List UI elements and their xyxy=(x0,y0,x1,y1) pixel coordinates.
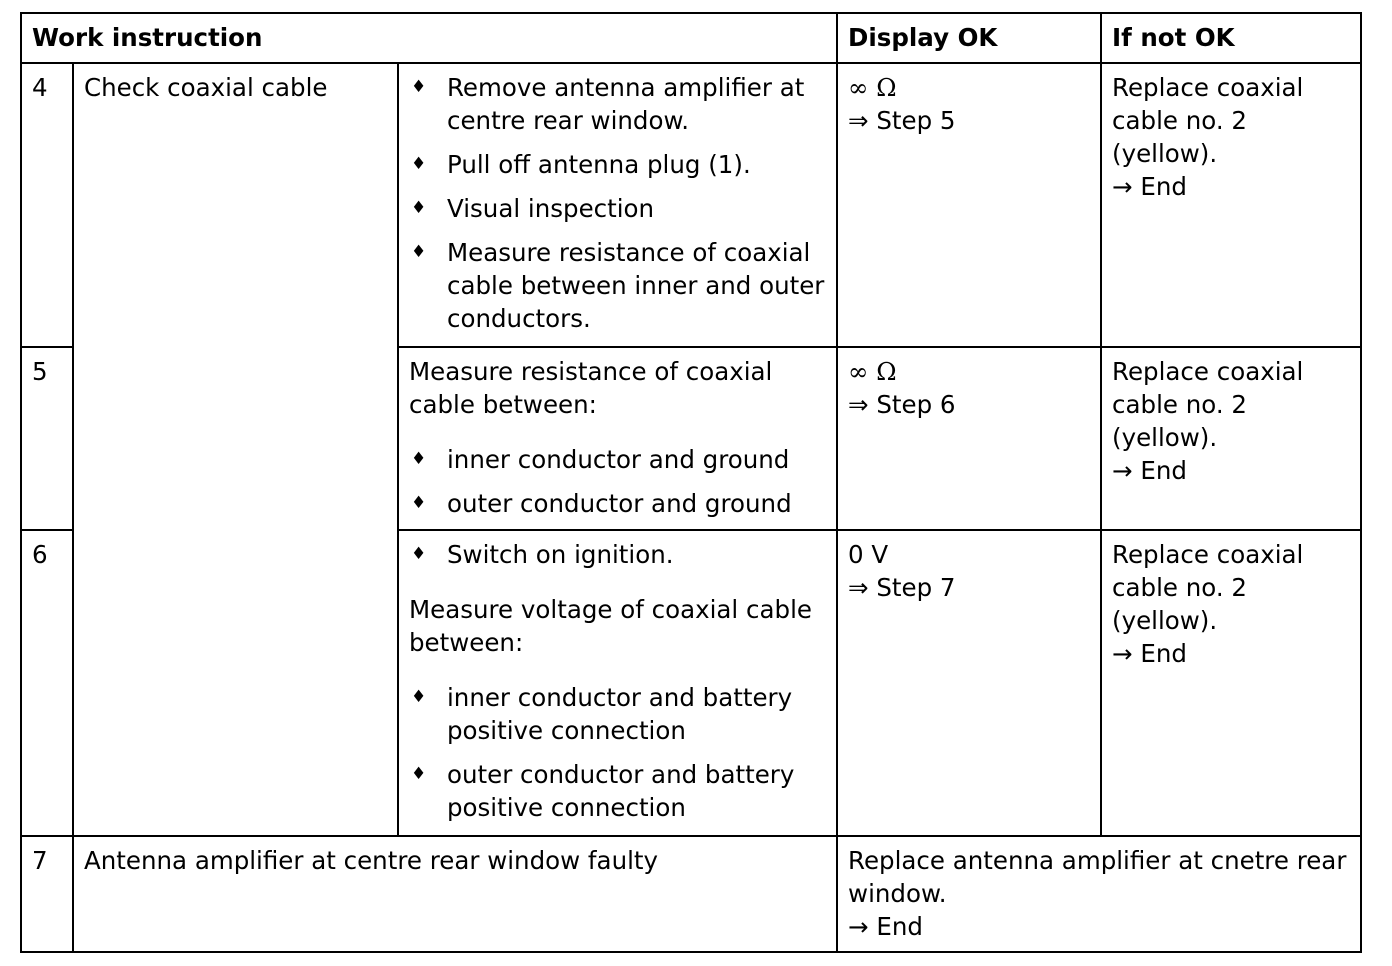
step-instructions xyxy=(398,347,837,530)
display-ok-value: 0 V xyxy=(848,540,889,569)
bullet-diamond-icon: ♦ xyxy=(411,764,427,784)
list-item xyxy=(409,758,826,824)
step-row-4 xyxy=(21,63,1361,347)
work-instruction-table xyxy=(20,12,1362,953)
if-not-ok-line: Replace coaxial xyxy=(1112,357,1304,386)
if-not-ok-line: cable no. 2 (yellow). xyxy=(1112,390,1247,452)
display-ok-value: ∞ Ω xyxy=(848,73,897,102)
bullet-diamond-icon: ♦ xyxy=(411,198,427,218)
step-number: 4 xyxy=(21,63,73,347)
list-item-text: Pull off antenna plug (1). xyxy=(447,150,751,179)
list-item-text: inner conductor and ground xyxy=(447,445,790,474)
list-item-text: Switch on ignition. xyxy=(447,540,674,569)
if-not-ok-line: → End xyxy=(1112,172,1187,201)
list-item-text: inner conductor and battery positive connection xyxy=(447,683,793,745)
if-not-ok-line: Replace coaxial xyxy=(1112,540,1304,569)
list-item xyxy=(409,148,826,181)
bullet-diamond-icon: ♦ xyxy=(411,687,427,707)
if-not-ok-cell xyxy=(1101,530,1361,836)
display-ok-next: ⇒ Step 6 xyxy=(848,390,956,419)
display-ok-next: ⇒ Step 7 xyxy=(848,573,956,602)
step-number: 6 xyxy=(21,530,73,836)
display-ok-cell xyxy=(837,63,1101,347)
list-item xyxy=(409,192,826,225)
if-not-ok-cell xyxy=(1101,347,1361,530)
step-number: 5 xyxy=(21,347,73,530)
list-item xyxy=(409,487,826,520)
instruction-intro: Measure resistance of coaxial cable between: xyxy=(409,357,773,419)
step-instructions xyxy=(398,63,837,347)
if-not-ok-line: → End xyxy=(1112,639,1187,668)
list-item xyxy=(409,443,826,476)
list-item-text: Visual inspection xyxy=(447,194,655,223)
step-title: Antenna amplifier at centre rear window faulty xyxy=(73,836,837,952)
header-row xyxy=(21,13,1361,63)
list-item xyxy=(409,71,826,137)
header-work-instruction: Work instruction xyxy=(21,13,837,63)
if-not-ok-line: cable no. 2 (yellow). xyxy=(1112,106,1247,168)
if-not-ok-cell xyxy=(1101,63,1361,347)
step-number: 7 xyxy=(21,836,73,952)
header-if-not-ok: If not OK xyxy=(1101,13,1361,63)
if-not-ok-line: cable no. 2 (yellow). xyxy=(1112,573,1247,635)
result-next: → End xyxy=(848,912,923,941)
bullet-diamond-icon: ♦ xyxy=(411,154,427,174)
list-item xyxy=(409,538,826,571)
list-item-text: outer conductor and ground xyxy=(447,489,792,518)
header-display-ok: Display OK xyxy=(837,13,1101,63)
display-ok-cell xyxy=(837,530,1101,836)
result-cell xyxy=(837,836,1361,952)
bullet-diamond-icon: ♦ xyxy=(411,544,427,564)
list-item xyxy=(409,236,826,335)
step-instructions xyxy=(398,530,837,836)
if-not-ok-line: Replace coaxial xyxy=(1112,73,1304,102)
bullet-diamond-icon: ♦ xyxy=(411,242,427,262)
display-ok-value: ∞ Ω xyxy=(848,357,897,386)
list-item xyxy=(409,681,826,747)
step-row-7 xyxy=(21,836,1361,952)
list-item-text: Measure resistance of coaxial cable between inner and outer conductors. xyxy=(447,238,825,333)
display-ok-cell xyxy=(837,347,1101,530)
instruction-intro: Measure voltage of coaxial cable between: xyxy=(409,595,812,657)
bullet-diamond-icon: ♦ xyxy=(411,493,427,513)
display-ok-next: ⇒ Step 5 xyxy=(848,106,956,135)
result-text: Replace antenna amplifier at cnetre rear window. xyxy=(848,846,1347,908)
bullet-diamond-icon: ♦ xyxy=(411,77,427,97)
bullet-diamond-icon: ♦ xyxy=(411,449,427,469)
step-title: Check coaxial cable xyxy=(73,63,398,836)
if-not-ok-line: → End xyxy=(1112,456,1187,485)
list-item-text: Remove antenna amplifier at centre rear window. xyxy=(447,73,805,135)
list-item-text: outer conductor and battery positive connection xyxy=(447,760,795,822)
